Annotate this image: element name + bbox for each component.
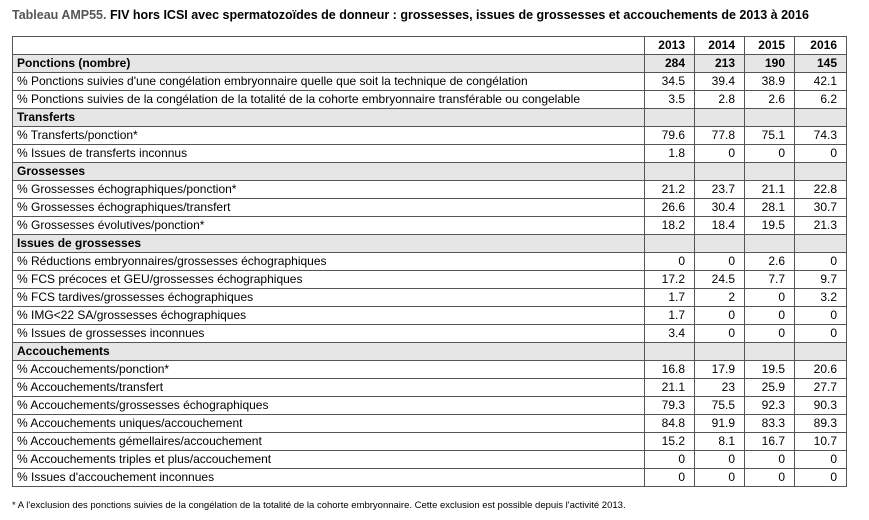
value-cell: 75.1	[745, 127, 795, 145]
value-cell: 7.7	[745, 271, 795, 289]
value-cell: 0	[645, 469, 695, 487]
table-row	[13, 199, 847, 217]
section-heading-value	[745, 163, 795, 181]
value-cell: 1.7	[645, 289, 695, 307]
value-cell: 17.9	[695, 361, 745, 379]
row-label: % Transferts/ponction*	[13, 127, 645, 145]
table-row	[13, 451, 847, 469]
section-heading-value	[645, 235, 695, 253]
value-cell: 0	[745, 469, 795, 487]
value-cell: 22.8	[795, 181, 847, 199]
value-cell: 23	[695, 379, 745, 397]
value-cell: 8.1	[695, 433, 745, 451]
section-heading: Transferts	[13, 109, 645, 127]
section-heading-value	[695, 163, 745, 181]
section-heading-value: 190	[745, 55, 795, 73]
value-cell: 0	[695, 325, 745, 343]
value-cell: 0	[795, 469, 847, 487]
value-cell: 19.5	[745, 361, 795, 379]
section-heading: Accouchements	[13, 343, 645, 361]
value-cell: 17.2	[645, 271, 695, 289]
value-cell: 89.3	[795, 415, 847, 433]
value-cell: 3.4	[645, 325, 695, 343]
table-title	[12, 8, 809, 22]
section-header-row	[13, 343, 847, 361]
value-cell: 0	[745, 451, 795, 469]
table-row	[13, 271, 847, 289]
value-cell: 30.7	[795, 199, 847, 217]
value-cell: 0	[695, 253, 745, 271]
value-cell: 16.8	[645, 361, 695, 379]
section-header-row	[13, 55, 847, 73]
year-header-blank	[13, 37, 645, 55]
value-cell: 10.7	[795, 433, 847, 451]
value-cell: 6.2	[795, 91, 847, 109]
table-row	[13, 73, 847, 91]
section-heading-value	[645, 109, 695, 127]
value-cell: 0	[745, 325, 795, 343]
value-cell: 16.7	[745, 433, 795, 451]
value-cell: 2.8	[695, 91, 745, 109]
footnote: * A l'exclusion des ponctions suivies de la congélation de la totalité de la cohorte embryonnaire. Cette exclusion est possible depuis l'activité 2013.	[12, 500, 626, 511]
value-cell: 21.2	[645, 181, 695, 199]
row-label: % IMG<22 SA/grossesses échographiques	[13, 307, 645, 325]
section-heading: Grossesses	[13, 163, 645, 181]
row-label: % Accouchements/grossesses échographiques	[13, 397, 645, 415]
table-row	[13, 289, 847, 307]
year-header: 2015	[745, 37, 795, 55]
row-label: % Accouchements/ponction*	[13, 361, 645, 379]
table-row	[13, 253, 847, 271]
value-cell: 24.5	[695, 271, 745, 289]
row-label: % Grossesses échographiques/transfert	[13, 199, 645, 217]
row-label: % Issues de grossesses inconnues	[13, 325, 645, 343]
year-header: 2016	[795, 37, 847, 55]
value-cell: 77.8	[695, 127, 745, 145]
table-row	[13, 433, 847, 451]
row-label: % Accouchements uniques/accouchement	[13, 415, 645, 433]
value-cell: 21.1	[745, 181, 795, 199]
table-row	[13, 91, 847, 109]
section-heading-value	[645, 343, 695, 361]
results-table	[12, 36, 847, 487]
section-header-row	[13, 109, 847, 127]
section-heading-value: 145	[795, 55, 847, 73]
value-cell: 0	[795, 307, 847, 325]
value-cell: 28.1	[745, 199, 795, 217]
table-row	[13, 415, 847, 433]
section-heading-value: 213	[695, 55, 745, 73]
value-cell: 0	[795, 253, 847, 271]
table-body	[13, 37, 847, 487]
row-label: % Accouchements triples et plus/accouchement	[13, 451, 645, 469]
value-cell: 0	[795, 451, 847, 469]
row-label: % Accouchements/transfert	[13, 379, 645, 397]
row-label: % Issues de transferts inconnus	[13, 145, 645, 163]
table-row	[13, 379, 847, 397]
value-cell: 18.2	[645, 217, 695, 235]
value-cell: 38.9	[745, 73, 795, 91]
section-heading-value	[695, 343, 745, 361]
value-cell: 91.9	[695, 415, 745, 433]
value-cell: 42.1	[795, 73, 847, 91]
value-cell: 74.3	[795, 127, 847, 145]
value-cell: 34.5	[645, 73, 695, 91]
value-cell: 0	[745, 307, 795, 325]
section-heading-value	[745, 343, 795, 361]
value-cell: 20.6	[795, 361, 847, 379]
section-heading-value	[745, 235, 795, 253]
year-header: 2014	[695, 37, 745, 55]
year-header-row	[13, 37, 847, 55]
value-cell: 90.3	[795, 397, 847, 415]
section-heading: Ponctions (nombre)	[13, 55, 645, 73]
table-title-text: FIV hors ICSI avec spermatozoïdes de donneur : grossesses, issues de grossesses et accouchements de 2013 à 2016	[109, 8, 809, 22]
section-heading-value	[795, 343, 847, 361]
value-cell: 0	[695, 451, 745, 469]
value-cell: 21.3	[795, 217, 847, 235]
value-cell: 1.7	[645, 307, 695, 325]
section-heading-value: 284	[645, 55, 695, 73]
section-heading-value	[745, 109, 795, 127]
value-cell: 21.1	[645, 379, 695, 397]
value-cell: 0	[695, 469, 745, 487]
value-cell: 26.6	[645, 199, 695, 217]
section-heading: Issues de grossesses	[13, 235, 645, 253]
value-cell: 2.6	[745, 91, 795, 109]
value-cell: 0	[745, 145, 795, 163]
table-row	[13, 325, 847, 343]
value-cell: 0	[645, 451, 695, 469]
row-label: % Grossesses évolutives/ponction*	[13, 217, 645, 235]
row-label: % FCS précoces et GEU/grossesses échographiques	[13, 271, 645, 289]
value-cell: 1.8	[645, 145, 695, 163]
section-heading-value	[695, 235, 745, 253]
value-cell: 25.9	[745, 379, 795, 397]
row-label: % Accouchements gémellaires/accouchement	[13, 433, 645, 451]
value-cell: 3.5	[645, 91, 695, 109]
value-cell: 23.7	[695, 181, 745, 199]
row-label: % Ponctions suivies de la congélation de la totalité de la cohorte embryonnaire transférable ou congelable	[13, 91, 645, 109]
value-cell: 0	[695, 307, 745, 325]
value-cell: 27.7	[795, 379, 847, 397]
table-row	[13, 469, 847, 487]
value-cell: 75.5	[695, 397, 745, 415]
value-cell: 15.2	[645, 433, 695, 451]
table-row	[13, 181, 847, 199]
value-cell: 0	[645, 253, 695, 271]
value-cell: 2	[695, 289, 745, 307]
section-header-row	[13, 235, 847, 253]
section-heading-value	[795, 109, 847, 127]
row-label: % Issues d'accouchement inconnues	[13, 469, 645, 487]
section-heading-value	[695, 109, 745, 127]
value-cell: 30.4	[695, 199, 745, 217]
section-heading-value	[645, 163, 695, 181]
table-row	[13, 127, 847, 145]
table-number: Tableau AMP55.	[12, 8, 107, 22]
value-cell: 92.3	[745, 397, 795, 415]
table-row	[13, 307, 847, 325]
value-cell: 83.3	[745, 415, 795, 433]
value-cell: 2.6	[745, 253, 795, 271]
section-heading-value	[795, 163, 847, 181]
value-cell: 9.7	[795, 271, 847, 289]
year-header: 2013	[645, 37, 695, 55]
row-label: % Grossesses échographiques/ponction*	[13, 181, 645, 199]
value-cell: 0	[795, 325, 847, 343]
table-row	[13, 145, 847, 163]
section-header-row	[13, 163, 847, 181]
row-label: % Réductions embryonnaires/grossesses échographiques	[13, 253, 645, 271]
value-cell: 0	[745, 289, 795, 307]
value-cell: 84.8	[645, 415, 695, 433]
table-row	[13, 361, 847, 379]
value-cell: 79.3	[645, 397, 695, 415]
value-cell: 39.4	[695, 73, 745, 91]
value-cell: 3.2	[795, 289, 847, 307]
row-label: % FCS tardives/grossesses échographiques	[13, 289, 645, 307]
value-cell: 19.5	[745, 217, 795, 235]
value-cell: 0	[795, 145, 847, 163]
value-cell: 18.4	[695, 217, 745, 235]
table-row	[13, 397, 847, 415]
table-row	[13, 217, 847, 235]
value-cell: 0	[695, 145, 745, 163]
value-cell: 79.6	[645, 127, 695, 145]
row-label: % Ponctions suivies d'une congélation embryonnaire quelle que soit la technique de congélation	[13, 73, 645, 91]
section-heading-value	[795, 235, 847, 253]
